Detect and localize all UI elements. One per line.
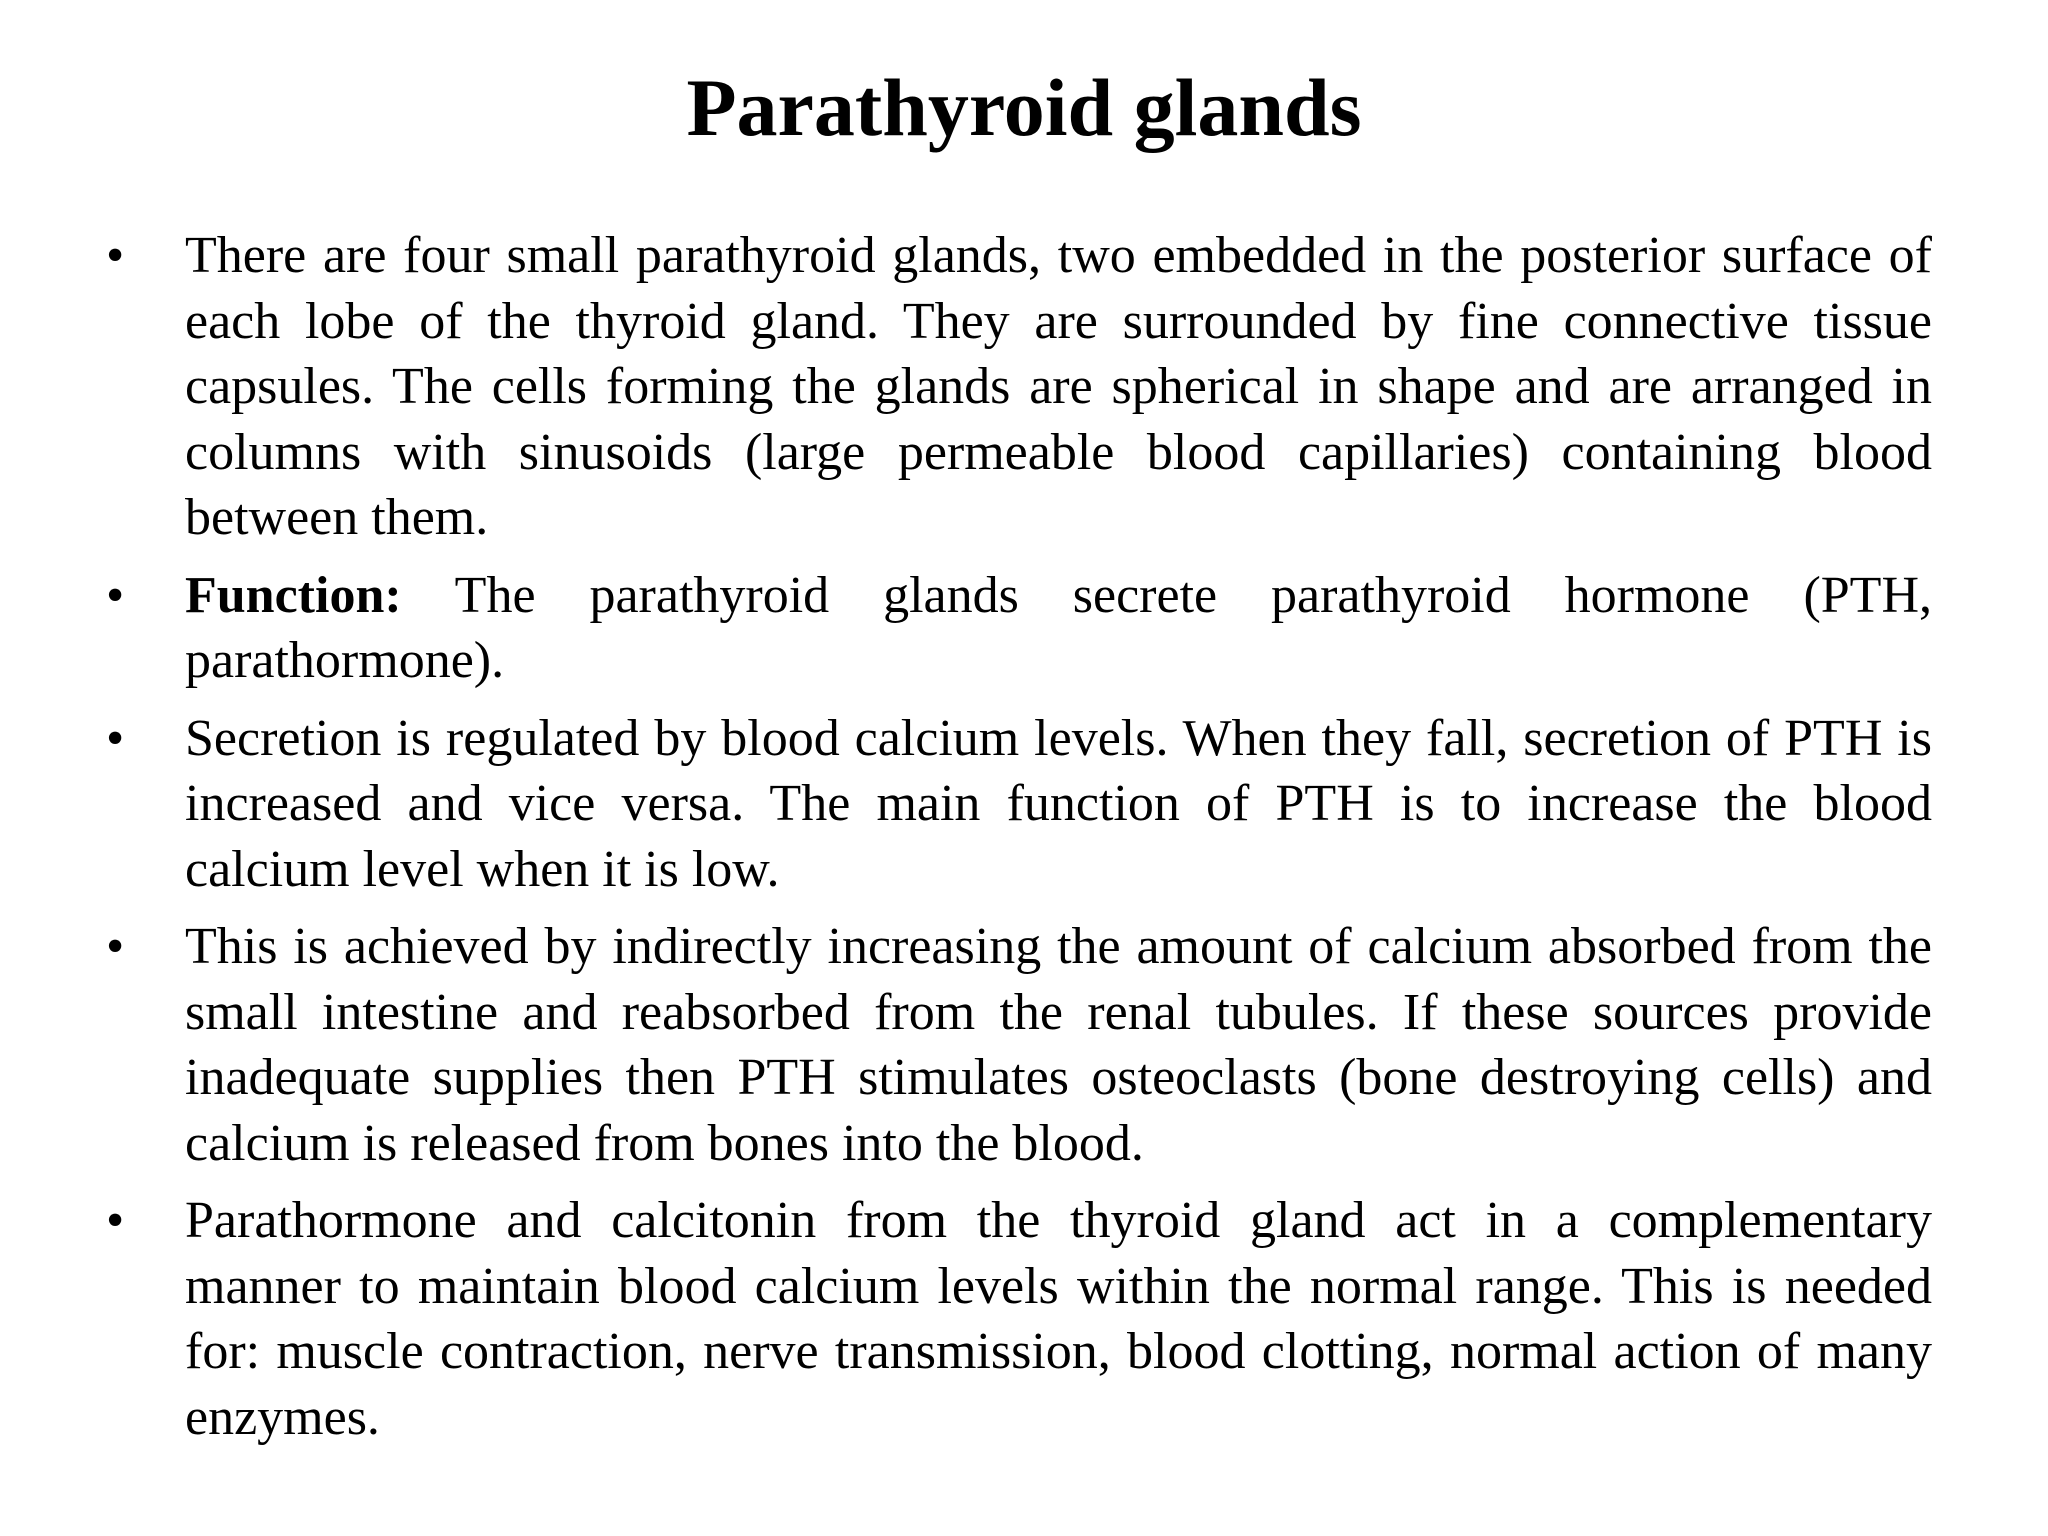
bullet-icon: • — [106, 918, 125, 975]
bullet-item-2 — [104, 563, 1932, 694]
bullet-text: Secretion is regulated by blood calcium levels. When they fall, secretion of PTH is increased and vice versa. The main function of PTH is to increase the blood calcium level when it is low. — [185, 709, 1932, 898]
slide-title: Parathyroid glands — [686, 62, 1362, 153]
bullet-item-3 — [104, 706, 1932, 903]
bullet-icon: • — [106, 709, 125, 767]
bullet-text: There are four small parathyroid glands, two embedded in the posterior surface of each lobe of the thyroid gland. They are surrounded by fine connective tissue capsules. The cells forming the glands are spherical in shape and are arranged in columns with sinusoids (large permeable blood capillaries) containing blood between them. — [185, 227, 1932, 546]
bullet-icon: • — [106, 227, 125, 284]
bullet-lead: Function: — [185, 566, 402, 624]
bullet-text: The parathyroid glands secrete parathyroid hormone (PTH, parathormone). — [185, 566, 1932, 689]
bullet-text: This is achieved by indirectly increasing the amount of calcium absorbed from the small intestine and reabsorbed from the renal tubules. If these sources provide inadequate supplies then PTH stimulates osteoclasts (bone destroying cells) and calcium is released from bones into the blood. — [185, 918, 1932, 1172]
bullet-item-1 — [104, 223, 1932, 551]
bullet-item-4 — [104, 914, 1932, 1176]
bullet-icon: • — [106, 1192, 125, 1249]
bullet-list — [104, 223, 1932, 1462]
bullet-item-5 — [104, 1188, 1932, 1450]
bullet-icon: • — [106, 566, 125, 624]
bullet-text: Parathormone and calcitonin from the thyroid gland act in a complementary manner to maintain blood calcium levels within the normal range. This is needed for: muscle contraction, nerve transmission, blood clotting, normal action of many enzymes. — [185, 1192, 1932, 1446]
